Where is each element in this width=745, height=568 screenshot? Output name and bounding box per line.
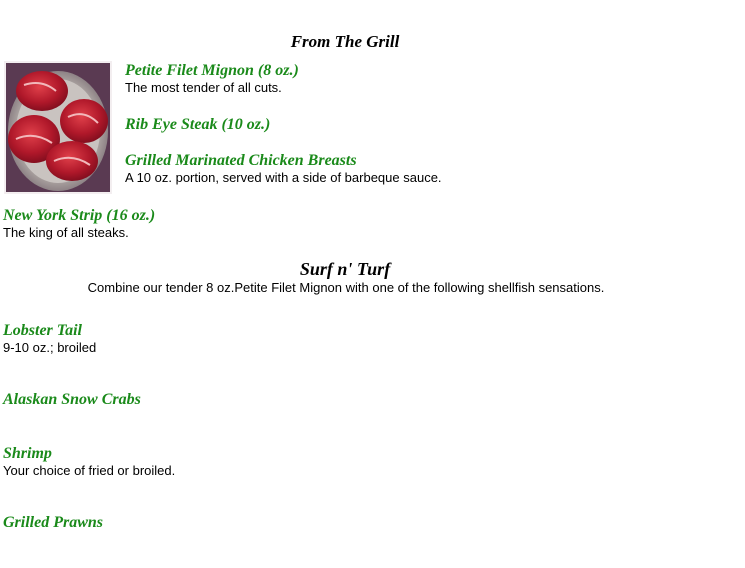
menu-item-description: The king of all steaks. <box>3 225 129 240</box>
menu-item-title: Rib Eye Steak (10 oz.) <box>125 116 271 133</box>
menu-item-description: The most tender of all cuts. <box>125 80 282 95</box>
menu-item-title: Grilled Marinated Chicken Breasts <box>125 152 357 169</box>
menu-item-title: Shrimp <box>3 445 52 462</box>
menu-item-description: 9-10 oz.; broiled <box>3 340 97 355</box>
steak-photo-icon <box>4 61 112 194</box>
section-intro: Combine our tender 8 oz.Petite Filet Mignon with one of the following shellfish sensations. <box>87 280 605 295</box>
menu-item-title: Lobster Tail <box>3 322 82 339</box>
menu-item-description: Your choice of fried or broiled. <box>3 463 176 478</box>
menu-item-title: Alaskan Snow Crabs <box>3 391 141 408</box>
menu-item-title: New York Strip (16 oz.) <box>3 207 156 224</box>
menu-item-title: Petite Filet Mignon (8 oz.) <box>125 62 299 79</box>
menu-item-title: Grilled Prawns <box>3 514 104 531</box>
section-heading-grill: From The Grill <box>290 32 400 51</box>
menu-item-description: A 10 oz. portion, served with a side of barbeque sauce. <box>125 170 442 185</box>
section-heading-surf: Surf n' Turf <box>299 259 391 279</box>
